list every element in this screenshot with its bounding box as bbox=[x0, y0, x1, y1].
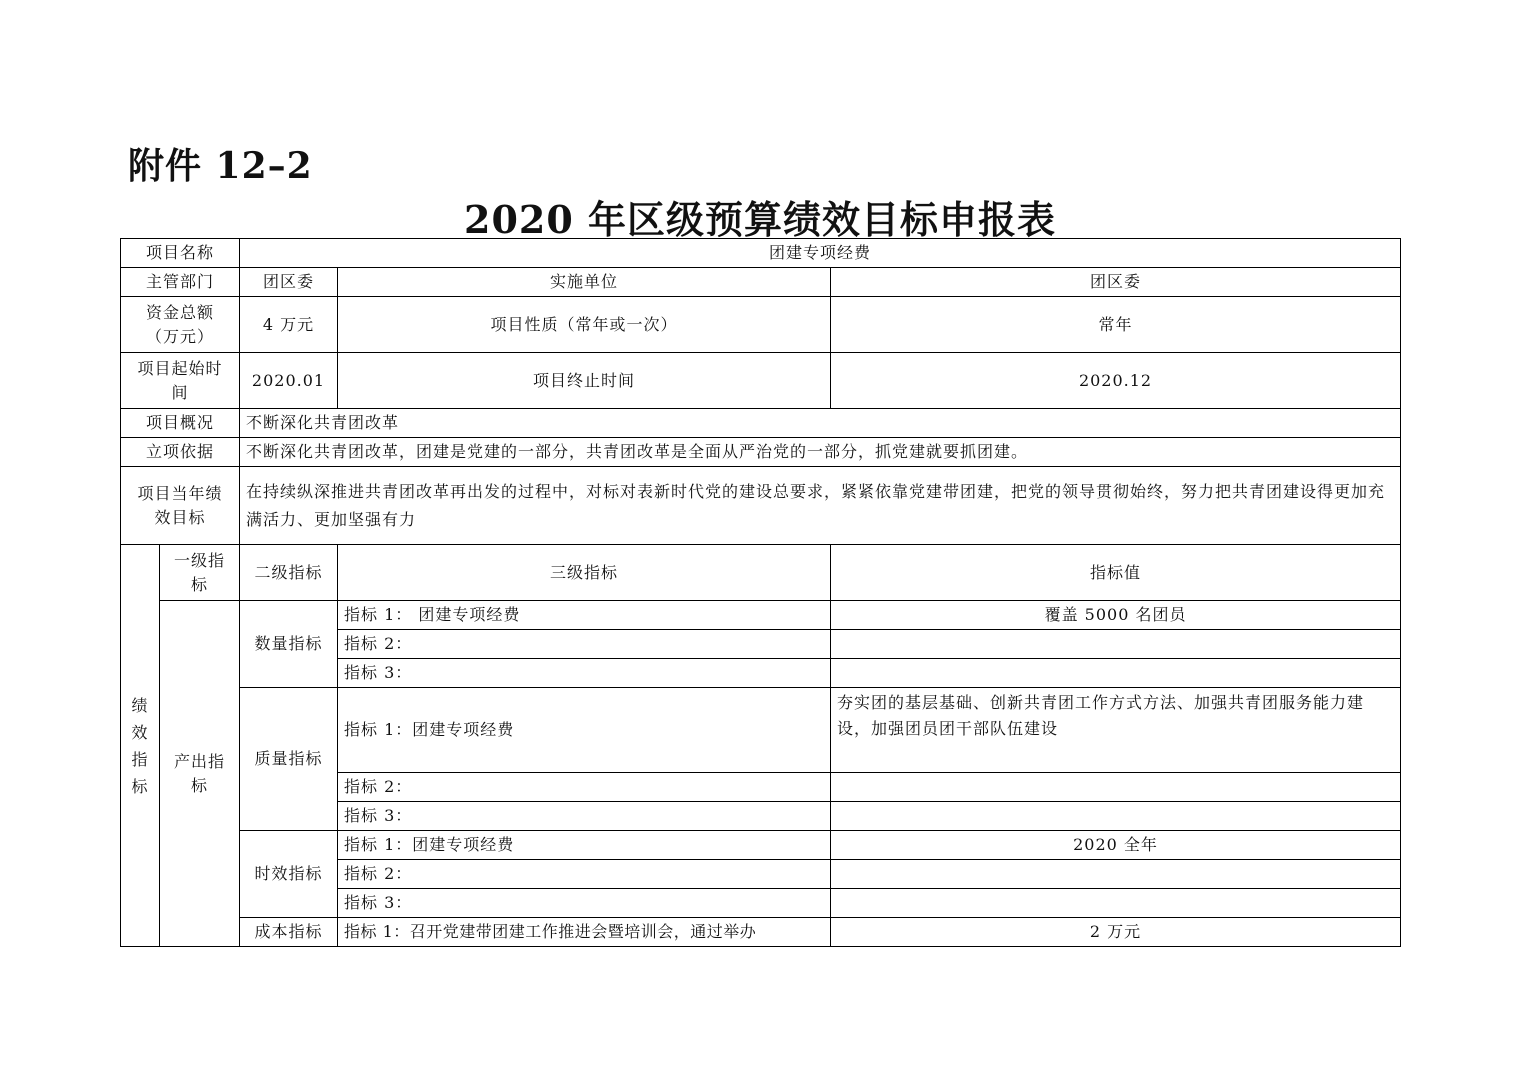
goal-value: 在持续纵深推进共青团改革再出发的过程中，对标对表新时代党的建设总要求，紧紧依靠党建带团建，把党的领导贯彻始终，努力把共青团建设得更加充满活力、更加坚强有力 bbox=[240, 467, 1401, 545]
timeliness-indicator-3: 指标 3： bbox=[338, 889, 831, 918]
implementing-unit-label: 实施单位 bbox=[338, 268, 831, 297]
row-funds bbox=[121, 297, 1401, 353]
quantity-value-3 bbox=[831, 659, 1401, 688]
level1-header-line2: 标 bbox=[191, 574, 209, 594]
timeliness-value-3 bbox=[831, 889, 1401, 918]
goal-label-line2: 效目标 bbox=[154, 507, 206, 527]
output-label-line2: 标 bbox=[191, 775, 209, 795]
funds-label bbox=[121, 297, 240, 353]
quality-row bbox=[121, 688, 1401, 773]
timeliness-indicator-1: 指标 1：团建专项经费 bbox=[338, 831, 831, 860]
row-goal bbox=[121, 467, 1401, 545]
perf-char-4: 标 bbox=[131, 776, 149, 796]
cost-indicator-1: 指标 1：召开党建带团建工作推进会暨培训会，通过举办 bbox=[338, 918, 831, 947]
start-time-label-line2: 间 bbox=[171, 382, 189, 402]
row-department bbox=[121, 268, 1401, 297]
timeliness-indicator-label: 时效指标 bbox=[240, 831, 338, 918]
quantity-indicator-label: 数量指标 bbox=[240, 601, 338, 688]
timeliness-value-1: 2020 全年 bbox=[831, 831, 1401, 860]
implementing-unit-value: 团区委 bbox=[831, 268, 1401, 297]
timeliness-row bbox=[121, 831, 1401, 860]
output-indicator-label bbox=[160, 601, 240, 947]
end-time-label: 项目终止时间 bbox=[338, 353, 831, 409]
department-label: 主管部门 bbox=[121, 268, 240, 297]
quality-indicator-2: 指标 2： bbox=[338, 773, 831, 802]
funds-label-line1: 资金总额 bbox=[146, 302, 215, 322]
quality-value-1: 夯实团的基层基础、创新共青团工作方式方法、加强共青团服务能力建设，加强团员团干部队伍建设 bbox=[831, 688, 1401, 773]
timeliness-value-2 bbox=[831, 860, 1401, 889]
funds-label-line2: （万元） bbox=[146, 326, 215, 346]
level1-header-line1: 一级指 bbox=[174, 550, 226, 570]
goal-label bbox=[121, 467, 240, 545]
start-time-label-line1: 项目起始时 bbox=[137, 358, 223, 378]
perf-char-1: 绩 bbox=[131, 695, 149, 715]
quality-indicator-3: 指标 3： bbox=[338, 802, 831, 831]
quality-value-3 bbox=[831, 802, 1401, 831]
project-nature-label: 项目性质（常年或一次） bbox=[338, 297, 831, 353]
quantity-indicator-3: 指标 3： bbox=[338, 659, 831, 688]
row-project-name bbox=[121, 239, 1401, 268]
level1-header bbox=[160, 545, 240, 601]
overview-value: 不断深化共青团改革 bbox=[240, 409, 1401, 438]
project-name-label: 项目名称 bbox=[121, 239, 240, 268]
cost-indicator-label: 成本指标 bbox=[240, 918, 338, 947]
quantity-indicator-2: 指标 2： bbox=[338, 630, 831, 659]
quality-indicator-label: 质量指标 bbox=[240, 688, 338, 831]
quality-value-2 bbox=[831, 773, 1401, 802]
basis-value: 不断深化共青团改革，团建是党建的一部分，共青团改革是全面从严治党的一部分，抓党建就要抓团建。 bbox=[240, 438, 1401, 467]
level3-header: 三级指标 bbox=[338, 545, 831, 601]
perf-char-3: 指 bbox=[131, 749, 149, 769]
overview-label: 项目概况 bbox=[121, 409, 240, 438]
department-value: 团区委 bbox=[240, 268, 338, 297]
row-time bbox=[121, 353, 1401, 409]
quantity-indicator-1: 指标 1： 团建专项经费 bbox=[338, 601, 831, 630]
goal-label-line1: 项目当年绩 bbox=[137, 483, 223, 503]
indicator-value-header: 指标值 bbox=[831, 545, 1401, 601]
row-indicator-header bbox=[121, 545, 1401, 601]
performance-indicator-label bbox=[121, 545, 160, 947]
budget-performance-form bbox=[120, 238, 1401, 947]
start-time-label bbox=[121, 353, 240, 409]
project-name-value: 团建专项经费 bbox=[240, 239, 1401, 268]
end-time-value: 2020.12 bbox=[831, 353, 1401, 409]
funds-value: 4 万元 bbox=[240, 297, 338, 353]
row-overview bbox=[121, 409, 1401, 438]
cost-row bbox=[121, 918, 1401, 947]
quantity-value-2 bbox=[831, 630, 1401, 659]
perf-char-2: 效 bbox=[131, 722, 149, 742]
quantity-value-1: 覆盖 5000 名团员 bbox=[831, 601, 1401, 630]
quality-indicator-1: 指标 1：团建专项经费 bbox=[338, 688, 831, 773]
timeliness-indicator-2: 指标 2： bbox=[338, 860, 831, 889]
output-label-line1: 产出指 bbox=[174, 751, 226, 771]
attachment-label: 附件 12–2 bbox=[128, 145, 313, 187]
cost-value-1: 2 万元 bbox=[831, 918, 1401, 947]
project-nature-value: 常年 bbox=[831, 297, 1401, 353]
form-title: 2020 年区级预算绩效目标申报表 bbox=[464, 197, 1056, 242]
basis-label: 立项依据 bbox=[121, 438, 240, 467]
quantity-row bbox=[121, 601, 1401, 630]
row-basis bbox=[121, 438, 1401, 467]
start-time-value: 2020.01 bbox=[240, 353, 338, 409]
level2-header: 二级指标 bbox=[240, 545, 338, 601]
